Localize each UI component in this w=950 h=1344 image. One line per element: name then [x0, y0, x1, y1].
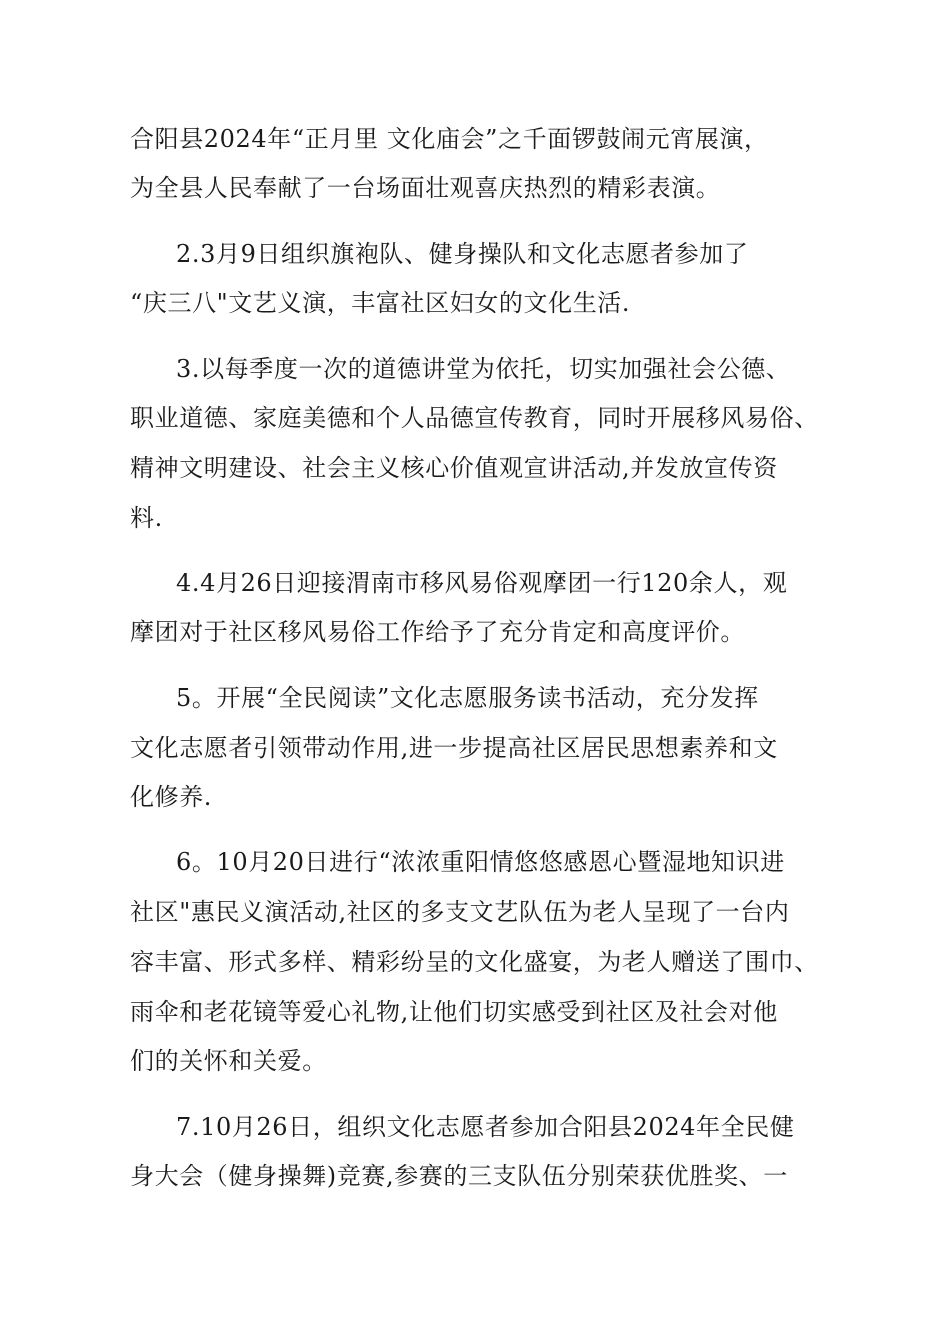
text-line: 合阳县2024年“正月里 文化庙会”之千面锣鼓闹元宵展演， — [130, 125, 769, 153]
text-line: 社区"惠民义演活动,社区的多支文艺队伍为老人呈现了一台内 — [130, 898, 790, 926]
text-line: 3.以每季度一次的道德讲堂为依托，切实加强社会公德、 — [176, 355, 791, 383]
text-line: 6。10月20日进行“浓浓重阳情悠悠感恩心暨湿地知识进 — [176, 848, 785, 876]
text-line: 2.3月9日组织旗袍队、健身操队和文化志愿者参加了 — [176, 240, 749, 268]
text-line: 们的关怀和关爱。 — [130, 1047, 327, 1075]
text-line: 摩团对于社区移风易俗工作给予了充分肯定和高度评价。 — [130, 618, 745, 646]
text-line: 化修养. — [130, 783, 213, 811]
text-line: 精神文明建设、社会主义核心价值观宣讲活动,并发放宣传资 — [130, 454, 778, 482]
text-line: “庆三八"文艺义演，丰富社区妇女的文化生活. — [130, 289, 631, 317]
text-line: 雨伞和老花镜等爱心礼物,让他们切实感受到社区及社会对他 — [130, 998, 778, 1026]
text-line: 容丰富、形式多样、精彩纷呈的文化盛宴，为老人赠送了围巾、 — [130, 948, 819, 976]
text-line: 料. — [130, 504, 163, 532]
text-line: 5。开展“全民阅读”文化志愿服务读书活动，充分发挥 — [176, 684, 759, 712]
text-line: 身大会（健身操舞)竞赛,参赛的三支队伍分别荣获优胜奖、一 — [130, 1162, 788, 1190]
text-line: 4.4月26日迎接渭南市移风易俗观摩团一行120余人，观 — [176, 569, 788, 597]
text-line: 职业道德、家庭美德和个人品德宣传教育，同时开展移风易俗、 — [130, 404, 819, 432]
text-line: 文化志愿者引领带动作用,进一步提高社区居民思想素养和文 — [130, 734, 778, 762]
text-line: 为全县人民奉献了一台场面壮观喜庆热烈的精彩表演。 — [130, 174, 721, 202]
text-line: 7.10月26日，组织文化志愿者参加合阳县2024年全民健 — [176, 1113, 795, 1141]
